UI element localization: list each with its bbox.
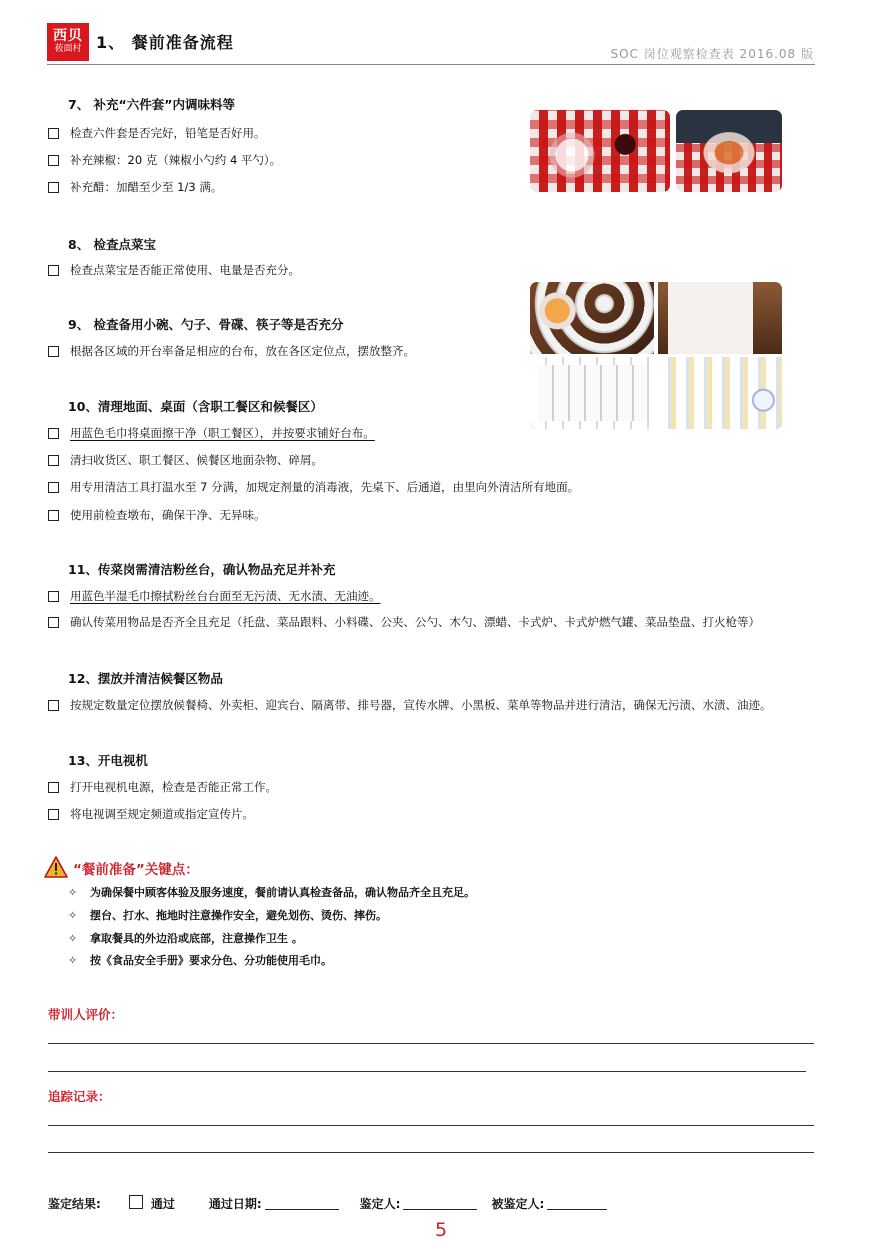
tableware-photo-drawer xyxy=(658,357,782,429)
checkbox[interactable] xyxy=(48,455,59,466)
evaluation-line[interactable] xyxy=(48,1043,814,1044)
section-title-8: 8、 检查点菜宝 xyxy=(68,237,157,252)
key-point-text: 摆台、打水、拖地时注意操作安全，避免划伤、烫伤、摔伤。 xyxy=(90,909,387,922)
section-title-7: 7、 补充“六件套”内调味料等 xyxy=(68,97,235,112)
tableware-photo-napkins xyxy=(530,357,654,429)
checklist-item-text: 使用前检查墩布，确保干净、无异味。 xyxy=(70,508,266,522)
checkbox[interactable] xyxy=(48,128,59,139)
key-point xyxy=(68,952,332,968)
appraiser-label: 鉴定人: xyxy=(359,1197,401,1211)
checklist-item-text: 打开电视机电源，检查是否能正常工作。 xyxy=(70,780,277,794)
checkbox[interactable] xyxy=(48,428,59,439)
pass-date-label: 通过日期: xyxy=(208,1197,262,1211)
checklist-item xyxy=(48,125,266,141)
warning-icon xyxy=(44,856,68,878)
tracking-line[interactable] xyxy=(48,1152,814,1153)
checkbox[interactable] xyxy=(48,182,59,193)
checklist-item xyxy=(48,588,381,604)
pass-checkbox[interactable] xyxy=(129,1195,143,1209)
section-title-13: 13、开电视机 xyxy=(68,753,148,768)
checklist-item xyxy=(48,262,300,278)
checklist-item-text: 用专用清洁工具打温水至 7 分满，加规定剂量的消毒液，先桌下、后通道，由里向外清洁所有地面。 xyxy=(70,480,580,494)
key-point xyxy=(68,930,303,946)
appraisal-footer xyxy=(48,1194,607,1212)
checklist-item-text: 用蓝色半湿毛巾擦拭粉丝台台面至无污渍、无水渍、无油迹。 xyxy=(70,589,381,603)
checklist-item xyxy=(48,806,254,822)
section-title-10: 10、清理地面、桌面（含职工餐区和候餐区） xyxy=(68,399,323,414)
diamond-bullet-icon: ✧ xyxy=(68,909,78,922)
checklist-item-text: 将电视调至规定频道或指定宣传片。 xyxy=(70,807,254,821)
checklist-item-text: 补充辣椒：20 克（辣椒小勺约 4 平勺）。 xyxy=(70,153,282,167)
checklist-item xyxy=(48,425,375,441)
checklist-item-text: 按规定数量定位摆放候餐椅、外卖柜、迎宾台、隔离带、排号器，宣传水牌、小黑板、菜单等物品并进行清洁，确保无污渍、水渍、油迹。 xyxy=(70,698,772,712)
page-number: 5 xyxy=(434,1219,448,1241)
key-points-title: “餐前准备”关键点： xyxy=(73,862,199,878)
condiment-photo-1 xyxy=(530,110,670,192)
header-divider xyxy=(47,64,815,65)
pass-date-field[interactable] xyxy=(265,1209,339,1210)
checkbox[interactable] xyxy=(48,265,59,276)
diamond-bullet-icon: ✧ xyxy=(68,954,78,967)
appraisee-label: 被鉴定人: xyxy=(491,1197,545,1211)
checkbox[interactable] xyxy=(48,700,59,711)
checklist-item xyxy=(48,697,772,713)
checklist-item-text: 用蓝色毛巾将桌面擦干净（职工餐区），并按要求铺好台布。 xyxy=(70,426,375,440)
section-title-12: 12、摆放并清洁候餐区物品 xyxy=(68,671,223,686)
checkbox[interactable] xyxy=(48,510,59,521)
diamond-bullet-icon: ✧ xyxy=(68,932,78,945)
logo-text-sub: 莜面村 xyxy=(54,44,82,54)
checklist-item xyxy=(48,779,277,795)
checklist-item-text: 根据各区域的开台率备足相应的台布，放在各区定位点，摆放整齐。 xyxy=(70,344,415,358)
condiment-photo-2 xyxy=(676,110,782,192)
section-title-11: 11、传菜岗需清洁粉丝台，确认物品充足并补充 xyxy=(68,562,336,577)
key-point xyxy=(68,907,387,923)
checkbox[interactable] xyxy=(48,482,59,493)
tableware-photo-bowls xyxy=(530,282,654,354)
logo-text-main: 西贝 xyxy=(53,28,83,44)
checkbox[interactable] xyxy=(48,782,59,793)
checklist-item xyxy=(48,343,415,359)
checklist-item xyxy=(48,507,266,523)
appraisee-field[interactable] xyxy=(547,1209,607,1210)
checklist-item-text: 清扫收货区、职工餐区、候餐区地面杂物、碎屑。 xyxy=(70,453,323,467)
checkbox[interactable] xyxy=(48,591,59,602)
checklist-item xyxy=(48,179,222,195)
checklist-item-text: 检查六件套是否完好，铅笔是否好用。 xyxy=(70,126,266,140)
key-point xyxy=(68,884,475,900)
tracking-record-label: 追踪记录： xyxy=(48,1089,111,1104)
brand-logo xyxy=(47,23,89,61)
key-point-text: 按《食品安全手册》要求分色、分功能使用毛巾。 xyxy=(90,954,332,967)
checklist-item-text: 检查点菜宝是否能正常使用、电量是否充分。 xyxy=(70,263,300,277)
checkbox[interactable] xyxy=(48,155,59,166)
page-title: 1、 餐前准备流程 xyxy=(96,33,234,52)
checkbox[interactable] xyxy=(48,617,59,628)
checklist-item xyxy=(48,614,760,630)
pass-label: 通过 xyxy=(150,1197,175,1211)
result-label: 鉴定结果: xyxy=(48,1197,101,1211)
diamond-bullet-icon: ✧ xyxy=(68,886,78,899)
document-label: SOC 岗位观察检查表 2016.08 版 xyxy=(610,47,814,61)
checkbox[interactable] xyxy=(48,346,59,357)
checklist-item-text: 确认传菜用物品是否齐全且充足（托盘、菜品跟料、小料碟、公夹、公勺、木勺、漂蜡、卡式炉、卡式炉燃气罐、菜品垫盘、打火枪等） xyxy=(70,615,760,629)
tableware-photo-grid xyxy=(530,282,782,429)
appraiser-field[interactable] xyxy=(403,1209,477,1210)
section-title-9: 9、 检查备用小碗、勺子、骨碟、筷子等是否充分 xyxy=(68,317,344,332)
key-point-text: 拿取餐具的外边沿或底部，注意操作卫生 。 xyxy=(90,932,303,945)
checklist-item-text: 补充醋：加醋至少至 1/3 满。 xyxy=(70,180,223,194)
tracking-line[interactable] xyxy=(48,1125,814,1126)
checklist-item xyxy=(48,452,323,468)
trainer-evaluation-label: 带训人评价： xyxy=(48,1007,124,1022)
checklist-item xyxy=(48,152,281,168)
checkbox[interactable] xyxy=(48,809,59,820)
tableware-photo-spoons xyxy=(658,282,782,354)
evaluation-line[interactable] xyxy=(48,1071,806,1072)
checklist-item xyxy=(48,479,579,495)
key-point-text: 为确保餐中顾客体验及服务速度，餐前请认真检查备品，确认物品齐全且充足。 xyxy=(90,886,475,899)
